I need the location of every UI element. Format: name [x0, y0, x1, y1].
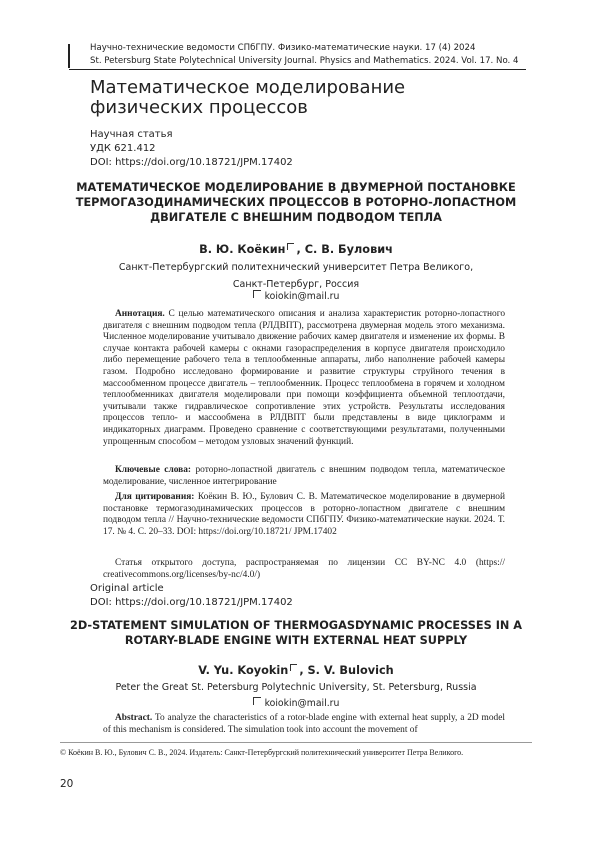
- en-email-line: [60, 697, 532, 711]
- en-abstract-label: Abstract.: [115, 713, 153, 723]
- ru-doi[interactable]: DOI: https://doi.org/10.18721/JPM.17402: [90, 157, 293, 168]
- corresponding-author-icon: [290, 664, 297, 671]
- en-affiliation: Peter the Great St. Petersburg Polytechnic University, St. Petersburg, Russia: [115, 682, 477, 693]
- journal-name-ru: Научно-технические ведомости СПбГПУ. Физико-математические науки. 17 (4) 2024: [90, 43, 476, 53]
- ru-authors: [60, 242, 532, 257]
- corresponding-author-icon: [287, 243, 294, 250]
- ru-article-title: МАТЕМАТИЧЕСКОЕ МОДЕЛИРОВАНИЕ В ДВУМЕРНОЙ ПОСТАНОВКЕ ТЕРМОГАЗОДИНАМИЧЕСКИХ ПРОЦЕССОВ В РОТОРНО-ЛОПАСТНОМ ДВИГАТЕЛЕ С ВНЕШНИМ ПОДВОДОМ ТЕПЛА: [75, 181, 517, 224]
- en-doi[interactable]: DOI: https://doi.org/10.18721/JPM.17402: [90, 597, 293, 608]
- ru-author-1: В. Ю. Коёкин: [199, 243, 286, 256]
- ru-article-type: Научная статья: [90, 129, 173, 140]
- ru-abstract-label: Аннотация.: [115, 309, 165, 319]
- ru-license: [103, 558, 505, 581]
- en-author-2: S. V. Bulovich: [307, 664, 394, 677]
- ru-affiliation-line-2: Санкт-Петербург, Россия: [232, 279, 360, 290]
- ru-affiliation-line-1: Санкт-Петербургский политехнический университет Петра Великого,: [118, 262, 474, 273]
- ru-keywords-label: Ключевые слова:: [115, 465, 192, 475]
- en-article-meta: [90, 582, 490, 610]
- en-email[interactable]: koiokin@mail.ru: [264, 698, 340, 709]
- header-rule-horizontal: [69, 69, 526, 70]
- ru-email-line: [60, 290, 532, 304]
- email-icon: [253, 290, 261, 298]
- header-rule-vertical: [68, 44, 70, 68]
- en-author-1: V. Yu. Koyokin: [198, 664, 289, 677]
- page-number: 20: [60, 778, 74, 790]
- en-abstract: [103, 713, 505, 736]
- ru-author-2: С. В. Булович: [304, 243, 393, 256]
- ru-citation-text: Коёкин В. Ю., Булович С. В. Математическое моделирование в двумерной постановке термогазодинамических процессов в роторно-лопастном двигателе с внешним подводом тепла // Научно-технические ведомости СПбГПУ. Физико-математические науки. 2024. Т. 17. № 4. С. 20–33. DOI: https://doi.org/10.18721/ JPM.17402: [103, 492, 506, 537]
- ru-citation-label: Для цитирования:: [115, 492, 195, 502]
- ru-author-separator: ,: [296, 243, 305, 256]
- ru-keywords: [103, 465, 505, 488]
- footnote-rule: [60, 742, 532, 743]
- en-author-separator: ,: [299, 664, 308, 677]
- ru-abstract: [103, 309, 505, 448]
- running-header: [90, 42, 519, 68]
- ru-article-meta: [90, 128, 490, 170]
- email-icon: [253, 697, 261, 705]
- ru-license-text: Статья открытого доступа, распространяемая по лицензии CC BY-NC 4.0 (https:// creativecommons.org/licenses/by-nc/4.0/): [103, 558, 505, 580]
- ru-abstract-text: С целью математического описания и анализа характеристик роторно-лопастного двигателя с внешним подводом тепла (РЛДВПТ), рассмотрена двумерная модель этого механизма. Численное моделирование учитывало движение рабочих камер двигателя и изменение их формы. В случае контакта рабочей камеры с окнами газораспределения в корпусе двигателя происходило либо перемещение рабочего тела в теплообменные аппараты, либо наполнение рабочей камеры газом. Подробно исследовано формирование и развитие структуры струйного течения в массообменном процессе двигатель – теплообменник. Процесс теплообмена в горячем и холодном теплообменниках двигателя моделировали при помощи коэффициента объемной теплоотдачи, учитывали также гидравлическое сопротивление этих устройств. Результаты исследования процессов тепло- и массообмена в РЛДВПТ были представлены в виде циклограмм и индикаторных диаграмм. Проведено сравнение с соответствующими результатами, полученными упрощенным способом – методом узловых значений функций.: [103, 309, 506, 447]
- journal-name-en: St. Petersburg State Polytechnical University Journal. Physics and Mathematics. 2024. Vol. 17. No. 4: [90, 56, 519, 66]
- en-abstract-text: To analyze the characteristics of a rotor-blade engine with external heat supply, a 2D model of this mechanism is considered. The simulation took into account the movement of: [103, 713, 505, 735]
- en-authors: [60, 663, 532, 678]
- ru-keywords-text: роторно-лопастной двигатель с внешним подводом тепла, математическое моделирование, численное интегрирование: [103, 465, 506, 487]
- ru-citation: [103, 492, 505, 538]
- en-article-title: 2D-STATEMENT SIMULATION OF THERMOGASDYNAMIC PROCESSES IN A ROTARY-BLADE ENGINE WITH EXTERNAL HEAT SUPPLY: [69, 619, 523, 647]
- ru-email[interactable]: koiokin@mail.ru: [264, 291, 340, 302]
- en-article-type: Original article: [90, 583, 164, 594]
- section-title: Математическое моделирование физических процессов: [90, 77, 406, 118]
- ru-affiliation: [60, 259, 532, 293]
- ru-udc: УДК 621.412: [90, 143, 156, 154]
- copyright-footnote: © Коёкин В. Ю., Булович С. В., 2024. Издатель: Санкт-Петербургский политехнический университет Петра Великого.: [60, 748, 464, 757]
